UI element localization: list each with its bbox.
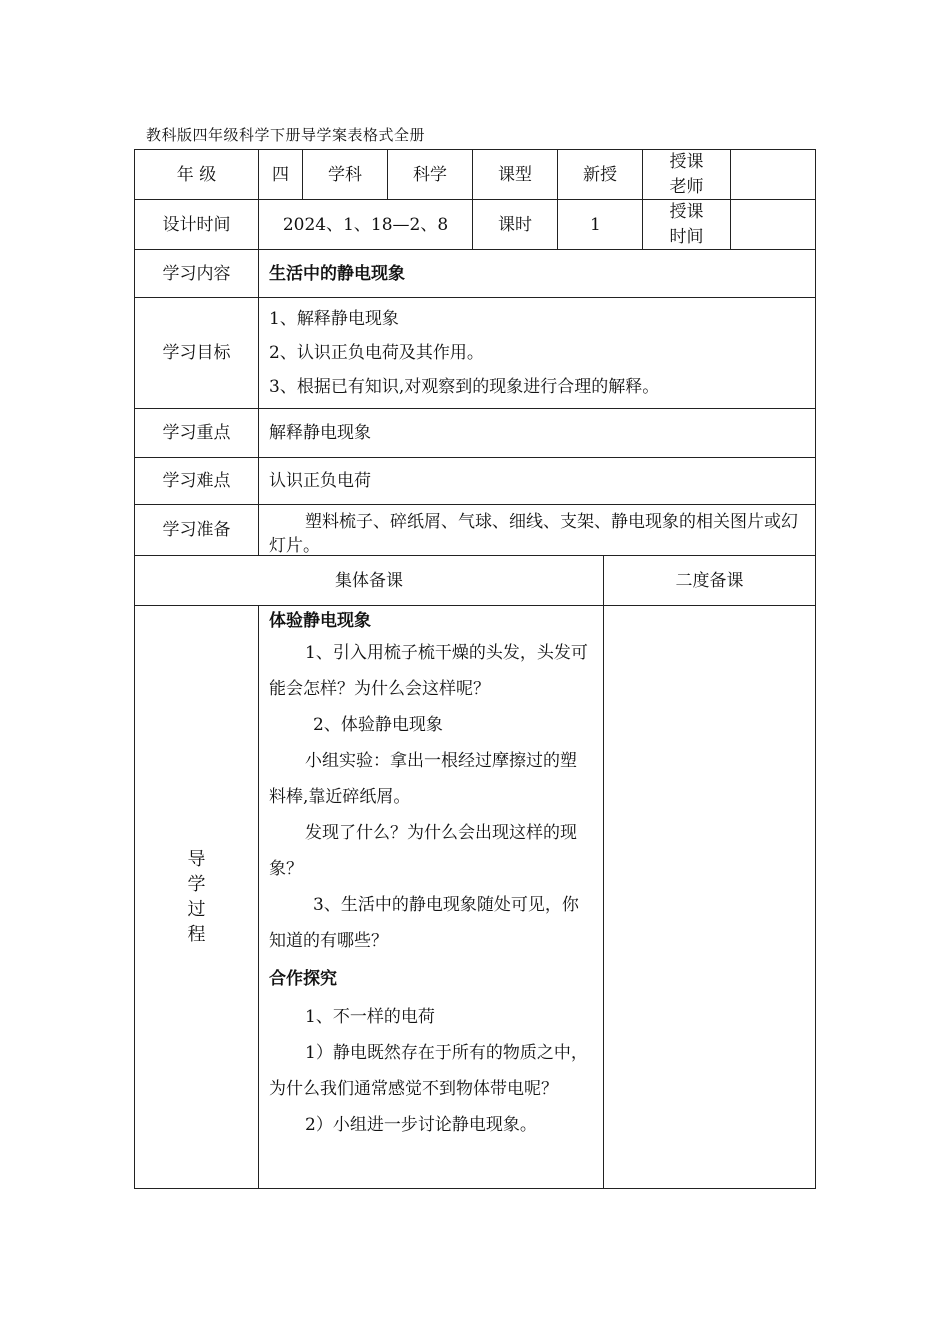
objectives-label: 学习目标 bbox=[134, 297, 259, 409]
subject-value: 科学 bbox=[387, 149, 473, 200]
teacher-value bbox=[730, 149, 816, 200]
objectives-list bbox=[258, 297, 816, 409]
class-time-label-line2: 时间 bbox=[669, 226, 704, 247]
class-time-label bbox=[642, 199, 731, 250]
process-label-char: 导 bbox=[187, 849, 206, 870]
collective-prep-header: 集体备课 bbox=[134, 555, 604, 606]
process-label-char: 学 bbox=[187, 874, 206, 895]
process-paragraph: 1、不一样的电荷 bbox=[305, 1007, 435, 1027]
content-value: 生活中的静电现象 bbox=[258, 249, 816, 298]
process-heading: 体验静电现象 bbox=[269, 611, 371, 631]
grade-value: 四 bbox=[258, 149, 303, 200]
difficulties-label: 学习难点 bbox=[134, 457, 259, 505]
process-paragraph: 3、生活中的静电现象随处可见，你知道的有哪些？ bbox=[269, 895, 579, 951]
process-label bbox=[134, 605, 259, 1189]
preparation-value: 塑料梳子、碎纸屑、气球、细线、支架、静电现象的相关图片或幻灯片。 bbox=[258, 504, 816, 556]
lesson-type-label: 课型 bbox=[472, 149, 558, 200]
design-time-label: 设计时间 bbox=[134, 199, 259, 250]
preparation-label: 学习准备 bbox=[134, 504, 259, 556]
process-paragraph: 1、引入用梳子梳干燥的头发，头发可能会怎样？为什么会这样呢？ bbox=[269, 643, 588, 699]
document-title: 教科版四年级科学下册导学案表格式全册 bbox=[146, 126, 426, 144]
second-prep-header: 二度备课 bbox=[603, 555, 816, 606]
class-time-value bbox=[730, 199, 816, 250]
teacher-label-line1: 授课 bbox=[669, 151, 704, 172]
content-label: 学习内容 bbox=[134, 249, 259, 298]
process-content bbox=[258, 605, 604, 1189]
process-paragraph: 2）小组进一步讨论静电现象。 bbox=[305, 1115, 537, 1135]
period-value: 1 bbox=[557, 199, 643, 250]
process-paragraph: 1）静电既然存在于所有的物质之中，为什么我们通常感觉不到物体带电呢？ bbox=[269, 1043, 588, 1099]
teacher-label bbox=[642, 149, 731, 200]
process-label-char: 过 bbox=[187, 899, 206, 920]
process-paragraph: 小组实验：拿出一根经过摩擦过的塑料棒,靠近碎纸屑。 bbox=[269, 751, 577, 807]
process-label-char: 程 bbox=[187, 924, 206, 945]
key-points-value: 解释静电现象 bbox=[258, 408, 816, 458]
objective-item: 2、认识正负电荷及其作用。 bbox=[269, 343, 484, 363]
process-heading: 合作探究 bbox=[269, 969, 337, 989]
teacher-label-line2: 老师 bbox=[669, 176, 704, 197]
process-paragraph: 发现了什么？为什么会出现这样的现象？ bbox=[269, 823, 577, 879]
period-label: 课时 bbox=[472, 199, 558, 250]
second-prep-content bbox=[603, 605, 816, 1189]
grade-label: 年 级 bbox=[134, 149, 259, 200]
class-time-label-line1: 授课 bbox=[669, 201, 704, 222]
subject-label: 学科 bbox=[302, 149, 388, 200]
design-time-value: 2024、1、18—2、8 bbox=[258, 199, 473, 250]
process-paragraph: 2、体验静电现象 bbox=[313, 715, 443, 735]
objective-item: 3、根据已有知识,对观察到的现象进行合理的解释。 bbox=[269, 377, 660, 397]
key-points-label: 学习重点 bbox=[134, 408, 259, 458]
lesson-type-value: 新授 bbox=[557, 149, 643, 200]
difficulties-value: 认识正负电荷 bbox=[258, 457, 816, 505]
objective-item: 1、解释静电现象 bbox=[269, 309, 399, 329]
lesson-plan-table bbox=[134, 149, 816, 1189]
